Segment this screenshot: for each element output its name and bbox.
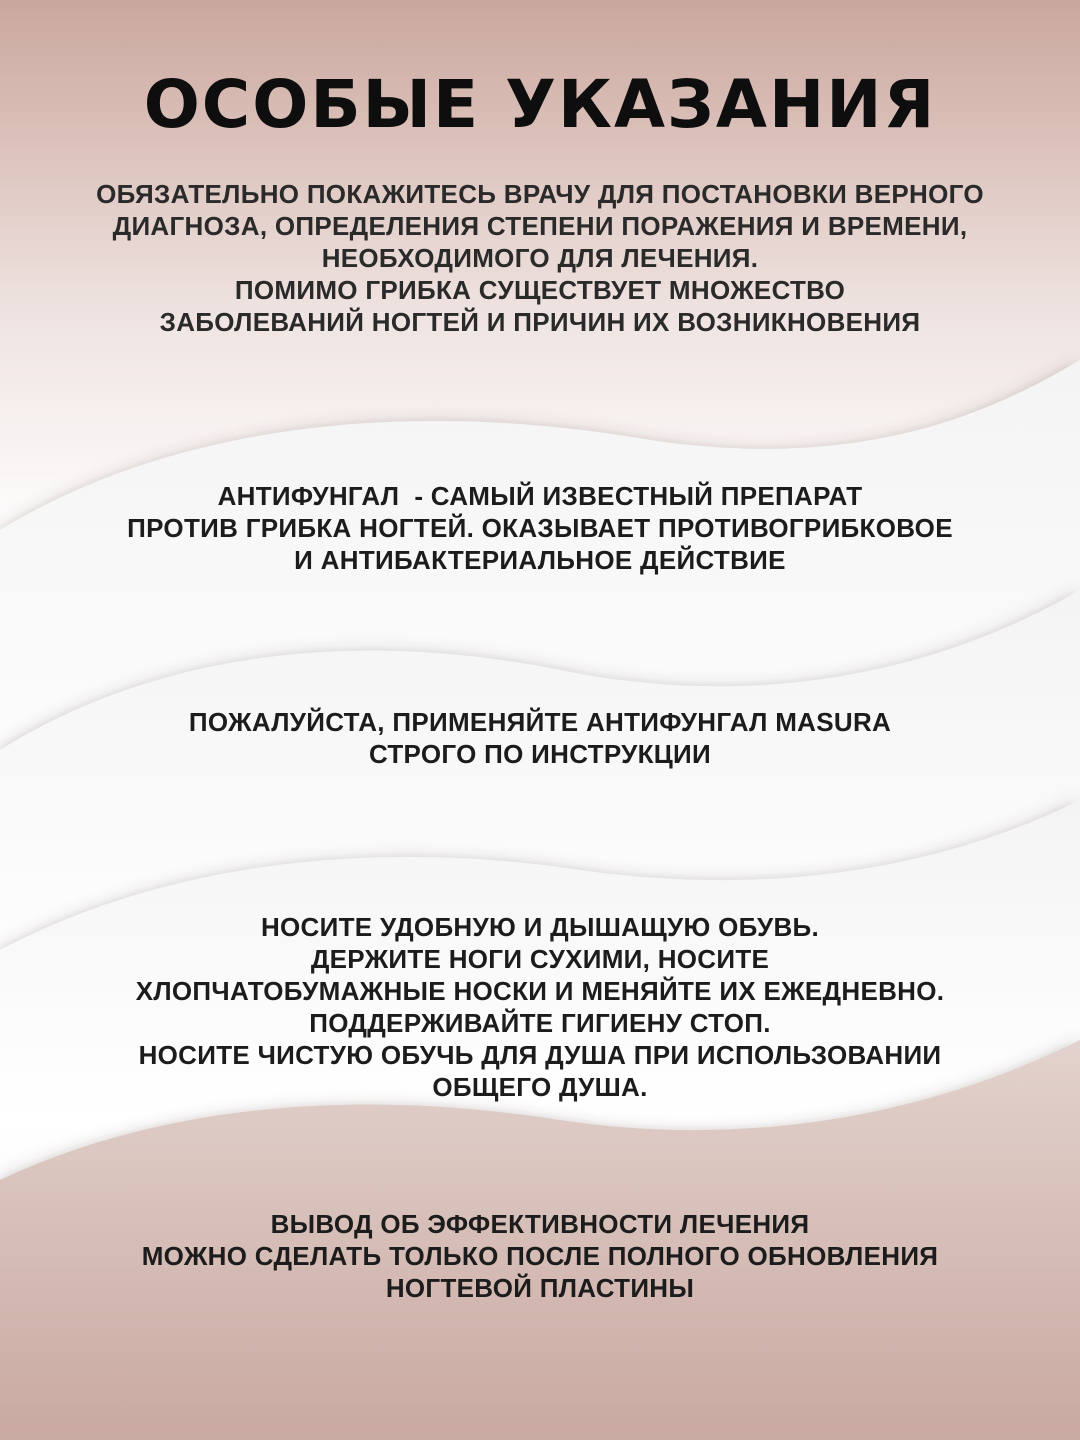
section-hygiene-tips [40, 911, 1040, 1103]
section-product-description [40, 480, 1040, 576]
section-line: НОСИТЕ УДОБНУЮ И ДЫШАЩУЮ ОБУВЬ. [260, 912, 820, 942]
section-line: ПРОТИВ ГРИБКА НОГТЕЙ. ОКАЗЫВАЕТ ПРОТИВОГРИБКОВОЕ [127, 513, 953, 543]
section-line: ПОЖАЛУЙСТА, ПРИМЕНЯЙТЕ АНТИФУНГАЛ MASURA [188, 707, 892, 737]
section-doctor-advice [40, 178, 1040, 338]
section-line: ОБЯЗАТЕЛЬНО ПОКАЖИТЕСЬ ВРАЧУ ДЛЯ ПОСТАНОВКИ ВЕРНОГО [96, 179, 984, 209]
section-line: ДЕРЖИТЕ НОГИ СУХИМИ, НОСИТЕ [310, 944, 770, 974]
section-line: СТРОГО ПО ИНСТРУКЦИИ [368, 739, 712, 769]
section-line: ЗАБОЛЕВАНИЙ НОГТЕЙ И ПРИЧИН ИХ ВОЗНИКНОВЕНИЯ [159, 307, 921, 337]
section-line: НОСИТЕ ЧИСТУЮ ОБУЧЬ ДЛЯ ДУША ПРИ ИСПОЛЬЗОВАНИИ [138, 1040, 942, 1070]
section-line: ПОДДЕРЖИВАЙТЕ ГИГИЕНУ СТОП. [309, 1008, 771, 1038]
section-effectiveness-note [40, 1208, 1040, 1304]
section-line: МОЖНО СДЕЛАТЬ ТОЛЬКО ПОСЛЕ ПОЛНОГО ОБНОВЛЕНИЯ [141, 1241, 939, 1271]
section-line: И АНТИБАКТЕРИАЛЬНОЕ ДЕЙСТВИЕ [294, 545, 786, 575]
section-line: ВЫВОД ОБ ЭФФЕКТИВНОСТИ ЛЕЧЕНИЯ [270, 1209, 810, 1239]
section-line: НЕОБХОДИМОГО ДЛЯ ЛЕЧЕНИЯ. [321, 243, 759, 273]
page-title: ОСОБЫЕ УКАЗАНИЯ [143, 66, 937, 143]
section-line: НОГТЕВОЙ ПЛАСТИНЫ [385, 1273, 695, 1303]
section-line: АНТИФУНГАЛ - САМЫЙ ИЗВЕСТНЫЙ ПРЕПАРАТ [217, 481, 863, 511]
section-line: ХЛОПЧАТОБУМАЖНЫЕ НОСКИ И МЕНЯЙТЕ ИХ ЕЖЕДНЕВНО. [135, 976, 945, 1006]
section-line: ОБЩЕГО ДУША. [432, 1072, 648, 1102]
section-usage-instructions [40, 706, 1040, 770]
section-line: ПОМИМО ГРИБКА СУЩЕСТВУЕТ МНОЖЕСТВО [234, 275, 846, 305]
section-line: ДИАГНОЗА, ОПРЕДЕЛЕНИЯ СТЕПЕНИ ПОРАЖЕНИЯ И ВРЕМЕНИ, [112, 211, 968, 241]
